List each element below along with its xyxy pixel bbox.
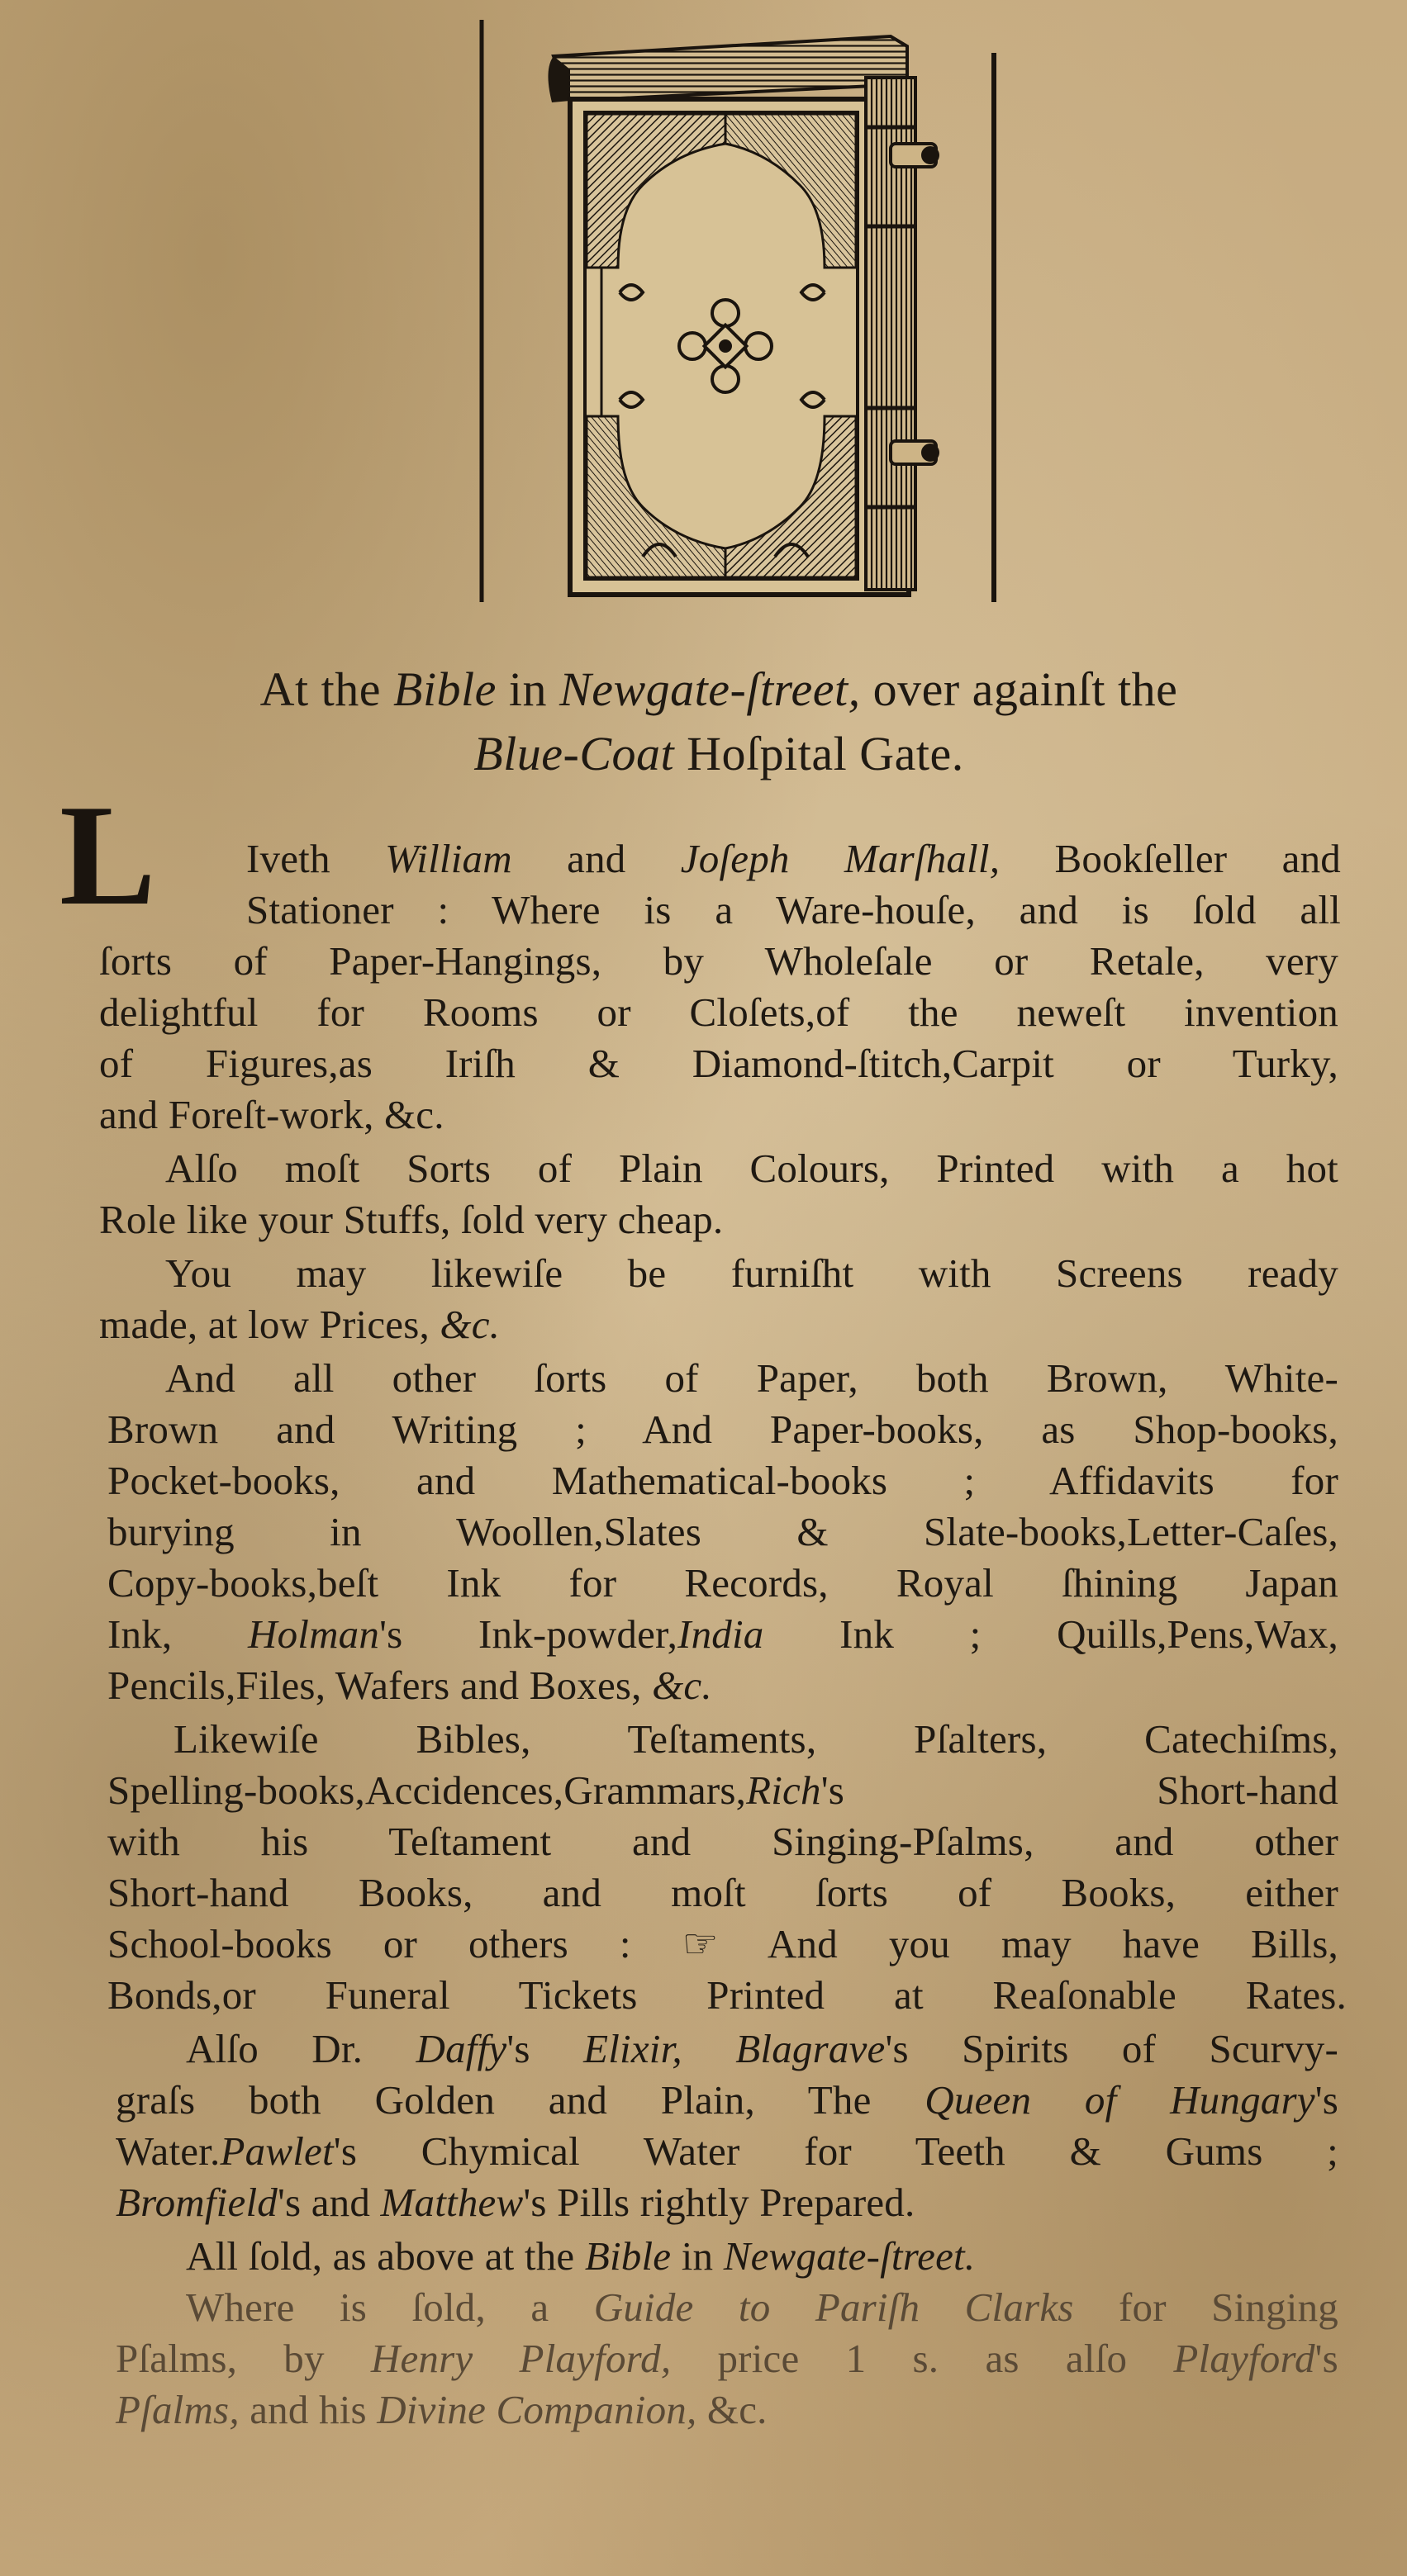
text-segment: &c. bbox=[440, 1302, 501, 1347]
text-segment: 's Chymical Water for Teeth & Gums ; bbox=[333, 2128, 1338, 2174]
text-line bbox=[165, 1144, 1338, 1193]
text-line bbox=[246, 834, 1341, 884]
text-segment: and Foreſt-work, &c. bbox=[99, 1092, 444, 1137]
text-line bbox=[107, 1661, 712, 1710]
text-segment: Bonds,or Funeral Tickets Printed at Reaſonable Rates. bbox=[107, 1972, 1347, 2018]
text-segment: 's Spirits of Scurvy- bbox=[885, 2026, 1339, 2071]
text-segment: Bromfield bbox=[116, 2180, 278, 2225]
text-line bbox=[99, 988, 1338, 1037]
text-segment: Stationer : Where is a Ware-houſe, and is ſold all bbox=[246, 887, 1341, 932]
text-segment: Spelling-books,Accidences,Grammars, bbox=[107, 1767, 747, 1813]
text-segment: 's Ink-powder, bbox=[379, 1611, 678, 1657]
heading-over-against: over againſt the bbox=[860, 662, 1178, 716]
text-segment: Where is ſold, a bbox=[186, 2284, 594, 2330]
text-segment: 's bbox=[1314, 2336, 1338, 2381]
text-segment: 's bbox=[1314, 2077, 1339, 2123]
text-segment: Ink, bbox=[107, 1611, 248, 1657]
text-segment: Bookſeller and bbox=[1000, 836, 1341, 881]
text-segment: Pſalms, bbox=[116, 2387, 240, 2432]
text-segment: Copy-books,beſt Ink for Records, Royal ſhining Japan bbox=[107, 1560, 1338, 1606]
heading-newgate-street: Newgate-ſtreet, bbox=[559, 662, 861, 716]
text-segment: Newgate-ſtreet. bbox=[723, 2233, 976, 2279]
heading-line-1 bbox=[99, 661, 1338, 719]
text-segment: And you may have Bills, bbox=[718, 1921, 1338, 1966]
text-segment: &c. bbox=[696, 2387, 768, 2432]
text-segment: Alſo moſt Sorts of Plain Colours, Printed with a hot bbox=[165, 1146, 1338, 1191]
heading-hospital-gate: Hoſpital Gate. bbox=[674, 727, 964, 780]
text-segment: Ink ; Quills,Pens,Wax, bbox=[763, 1611, 1338, 1657]
text-line bbox=[99, 1195, 723, 1245]
text-segment: delightful for Rooms or Cloſets,of the neweſt invention bbox=[99, 989, 1338, 1035]
text-segment: price 1 s. as alſo bbox=[671, 2336, 1174, 2381]
text-segment: Rich bbox=[746, 1767, 821, 1813]
text-segment: graſs both Golden and Plain, The bbox=[116, 2077, 925, 2123]
text-segment: And all other ſorts of Paper, both Brown, White- bbox=[165, 1355, 1338, 1401]
text-line bbox=[107, 1610, 1338, 1659]
text-line bbox=[116, 2178, 915, 2227]
heading-blue-coat: Blue-Coat bbox=[473, 727, 675, 780]
heading-at-the: At the bbox=[259, 662, 394, 716]
text-line bbox=[99, 1090, 444, 1140]
text-line bbox=[107, 1405, 1338, 1454]
text-line bbox=[186, 2283, 1338, 2332]
text-segment: and bbox=[511, 836, 681, 881]
drop-capital: L bbox=[59, 775, 156, 935]
heading-bible: Bible bbox=[393, 662, 497, 716]
text-segment: Matthew bbox=[380, 2180, 524, 2225]
text-line bbox=[116, 2334, 1338, 2384]
text-segment: Blagrave bbox=[735, 2026, 886, 2071]
text-segment: for Singing bbox=[1073, 2284, 1339, 2330]
heading-in: in bbox=[496, 662, 560, 716]
text-segment: Alſo Dr. bbox=[186, 2026, 416, 2071]
text-segment: &c. bbox=[652, 1663, 712, 1708]
text-segment: of Figures,as Iriſh & Diamond-ſtitch,Carpit or Turky, bbox=[99, 1041, 1338, 1086]
text-line bbox=[107, 1919, 1338, 1969]
text-segment: Pencils,Files, Wafers and Boxes, bbox=[107, 1663, 653, 1708]
text-segment: You may likewiſe be furniſht with Screens ready bbox=[165, 1250, 1338, 1296]
text-segment: Playford bbox=[1173, 2336, 1315, 2381]
text-segment: School-books or others : bbox=[107, 1921, 682, 1966]
text-segment: Bible bbox=[584, 2233, 672, 2279]
text-line bbox=[99, 937, 1338, 986]
text-line bbox=[246, 885, 1341, 935]
text-segment: in bbox=[671, 2233, 724, 2279]
text-line bbox=[107, 1507, 1338, 1557]
text-line bbox=[165, 1354, 1338, 1403]
text-segment: India bbox=[677, 1611, 764, 1657]
text-segment: Queen of Hungary bbox=[925, 2077, 1315, 2123]
text-line bbox=[116, 2385, 768, 2435]
text-segment: William bbox=[384, 836, 512, 881]
text-line bbox=[99, 1039, 1338, 1089]
text-segment: ſorts of Paper-Hangings, by Wholeſale or Retale, very bbox=[99, 938, 1338, 984]
text-line bbox=[107, 1971, 1347, 2020]
text-segment: 's bbox=[506, 2026, 584, 2071]
text-line bbox=[116, 2127, 1338, 2176]
text-segment: Holman bbox=[247, 1611, 380, 1657]
text-segment: 's Short-hand bbox=[820, 1767, 1338, 1813]
text-line bbox=[107, 1456, 1338, 1506]
text-line bbox=[107, 1868, 1338, 1918]
text-segment: 's Pills rightly Prepared. bbox=[523, 2180, 915, 2225]
text-segment: burying in Woollen,Slates & Slate-books,Letter-Caſes, bbox=[107, 1509, 1338, 1554]
text-segment: Pſalms, by bbox=[116, 2336, 371, 2381]
text-line bbox=[107, 1817, 1338, 1867]
text-segment: Iveth bbox=[246, 836, 385, 881]
pointing-hand-icon: ☞ bbox=[682, 1921, 719, 1966]
text-segment bbox=[682, 2026, 735, 2071]
text-segment: Daffy bbox=[416, 2026, 507, 2071]
text-line bbox=[107, 1558, 1338, 1608]
text-segment: Divine Companion, bbox=[377, 2387, 697, 2432]
text-segment: Brown and Writing ; And Paper-books, as Shop-books, bbox=[107, 1407, 1338, 1452]
text-segment: Pawlet bbox=[220, 2128, 334, 2174]
text-segment: made, at low Prices, bbox=[99, 1302, 440, 1347]
text-line bbox=[173, 1715, 1338, 1764]
text-line bbox=[99, 1300, 500, 1350]
text-segment: Short-hand Books, and moſt ſorts of Books, either bbox=[107, 1870, 1338, 1915]
text-segment: Guide to Pariſh Clarks bbox=[593, 2284, 1074, 2330]
text-segment: Henry Playford, bbox=[370, 2336, 672, 2381]
text-segment: with his Teſtament and Singing-Pſalms, and other bbox=[107, 1819, 1338, 1864]
text-segment: Joſeph Marſhall, bbox=[680, 836, 1001, 881]
bible-woodcut-image bbox=[478, 20, 1006, 631]
text-segment: Water. bbox=[116, 2128, 221, 2174]
text-segment: 's and bbox=[277, 2180, 381, 2225]
text-line bbox=[107, 1766, 1338, 1815]
text-segment: Elixir, bbox=[583, 2026, 682, 2071]
text-segment: and his bbox=[239, 2387, 378, 2432]
text-segment: All ſold, as above at the bbox=[186, 2233, 585, 2279]
text-segment: Pocket-books, and Mathematical-books ; Affidavits for bbox=[107, 1458, 1338, 1503]
text-line bbox=[116, 2076, 1338, 2125]
text-line bbox=[165, 1249, 1338, 1298]
text-segment: Likewiſe Bibles, Teſtaments, Pſalters, Catechiſms, bbox=[173, 1716, 1338, 1762]
text-line bbox=[186, 2232, 975, 2281]
text-line bbox=[186, 2024, 1338, 2074]
text-segment: Role like your Stuffs, ſold very cheap. bbox=[99, 1197, 724, 1242]
heading-line-2 bbox=[99, 725, 1338, 783]
